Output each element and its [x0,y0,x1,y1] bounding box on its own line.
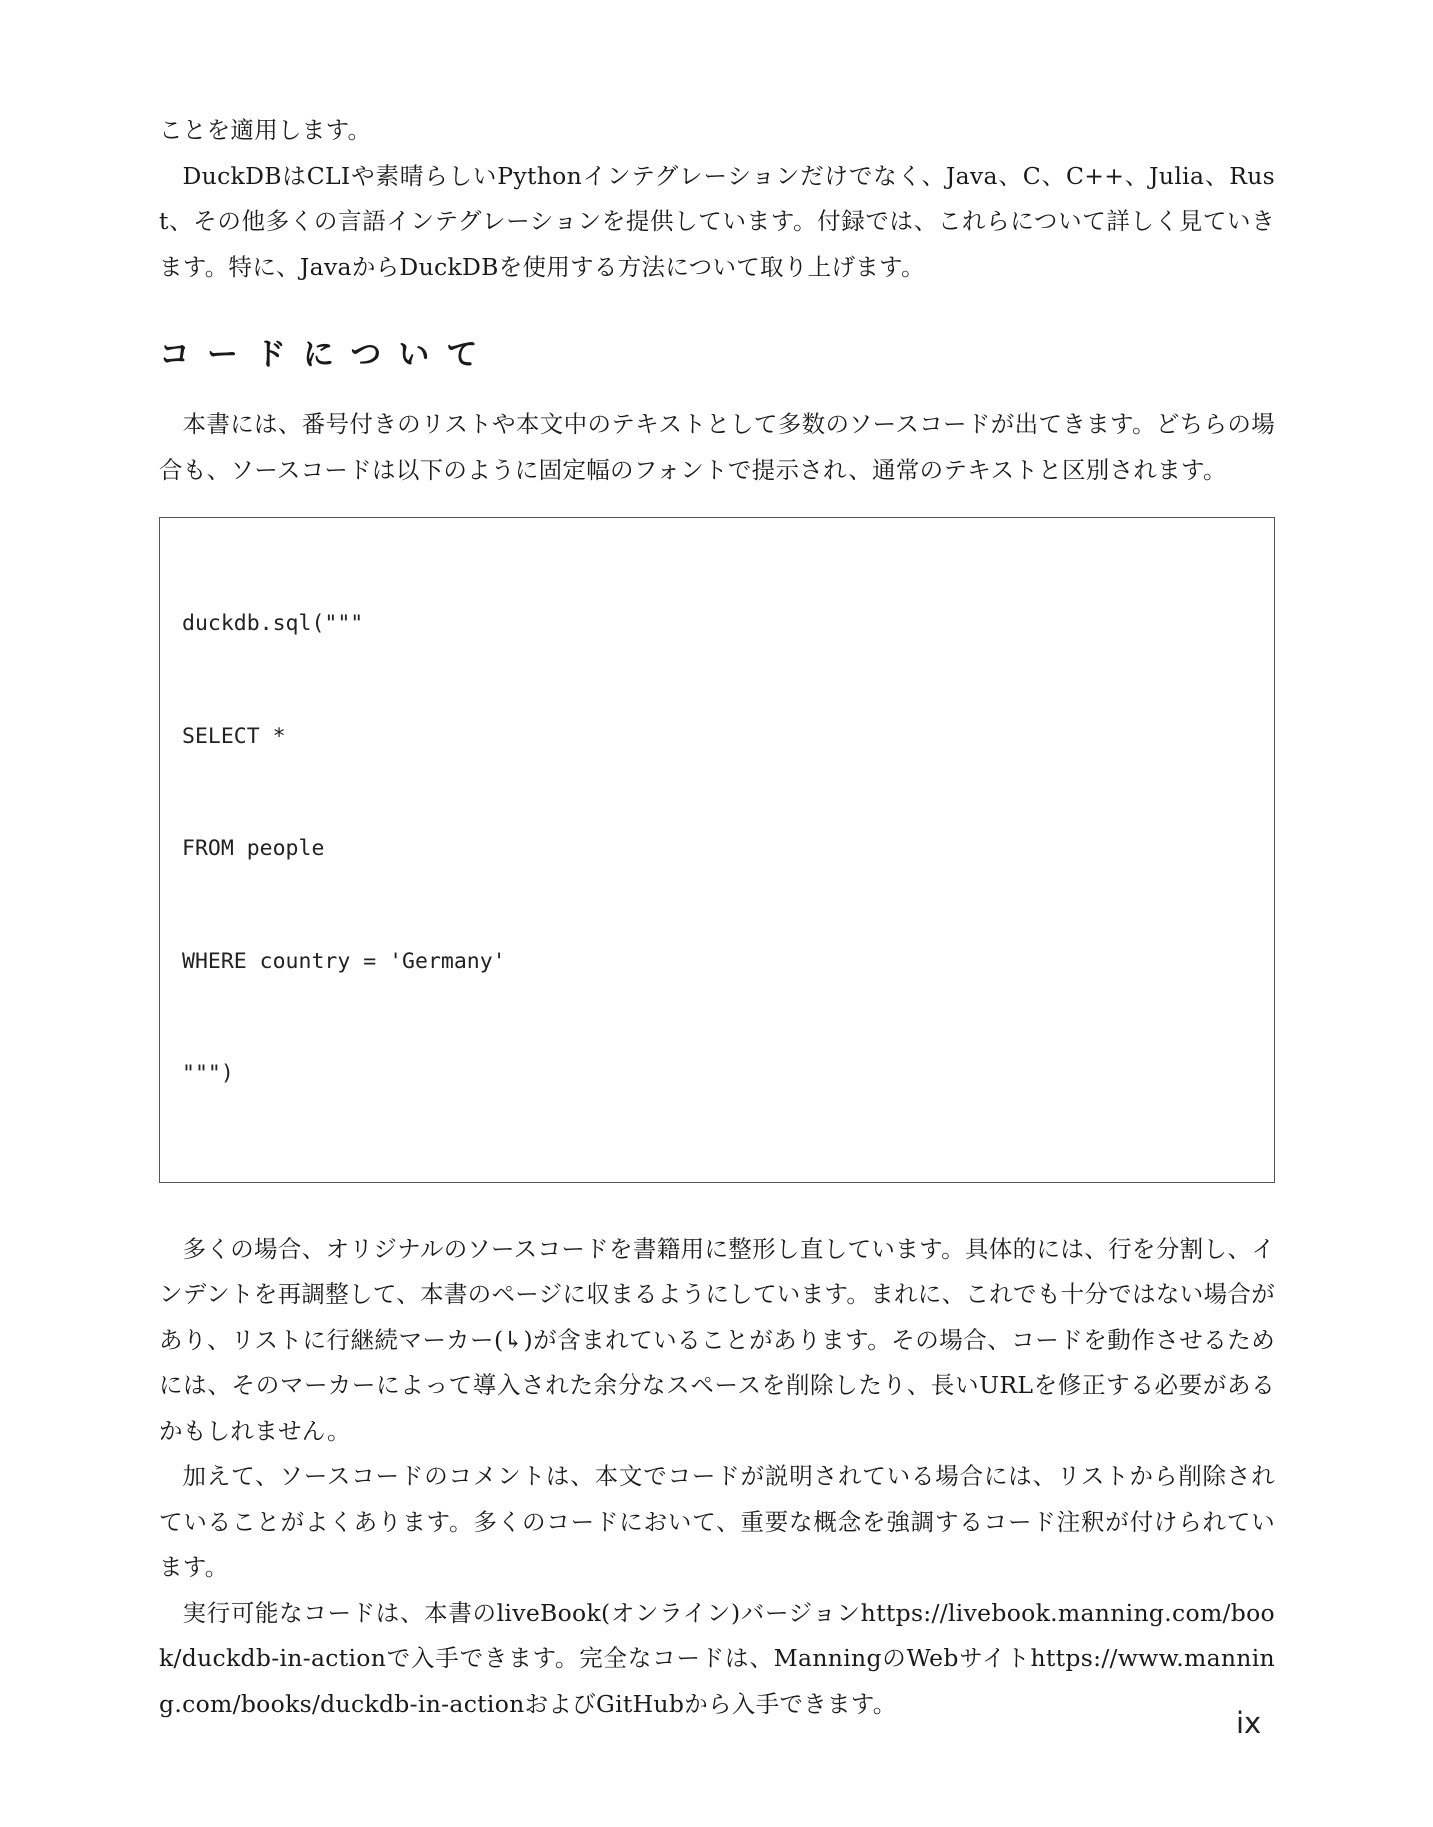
code-line: FROM people [182,836,325,861]
section-heading: コードについて [159,337,495,373]
section-paragraph-4: 実行可能なコードは、本書のliveBook(オンライン)バージョンhttps://livebook.manning.com/book/duckdb-in-actionで入手できます。完全なコードは、ManningのWebサイトhttps://www.manning.com/books/duckdb-in-actionおよびGitHubから入手できます。 [159,1598,1275,1718]
code-line: """) [182,1061,234,1086]
code-line: WHERE country = 'Germany' [182,948,506,974]
page-number: ix [1236,1706,1262,1740]
section-paragraph-2: 多くの場合、オリジナルのソースコードを書籍用に整形し直しています。具体的には、行を分割し、インデントを再調整して、本書のページに収まるようにしています。まれに、これでも十分ではない場合があり、リストに行継続マーカー(↳)が含まれていることがあります。その場合、コードを動作させるためには、そのマーカーによって導入された余分なスペースを削除したり、長いURLを修正する必要があるかもしれません。 [159,1234,1275,1445]
section-paragraph-1: 本書には、番号付きのリストや本文中のテキストとして多数のソースコードが出てきます。どちらの場合も、ソースコードは以下のように固定幅のフォントで提示され、通常のテキストと区別されます。 [159,410,1275,484]
intro-continuation: ことを適用します。 [159,116,372,144]
code-line: duckdb.sql(""" [182,611,364,636]
code-listing [159,517,1275,1183]
intro-paragraph: DuckDBはCLIや素晴らしいPythonインテグレーションだけでなく、Java、C、C++、Julia、Rust、その他多くの言語インテグレーションを提供しています。付録では、これらについて詳しく見ていきます。特に、JavaからDuckDBを使用する方法について取り上げます。 [159,161,1275,281]
section-paragraph-3: 加えて、ソースコードのコメントは、本文でコードが説明されている場合には、リストから削除されていることがよくあります。多くのコードにおいて、重要な概念を強調するコード注釈が付けられています。 [159,1462,1275,1581]
page-content [159,108,1275,1727]
code-line: SELECT * [182,723,286,749]
